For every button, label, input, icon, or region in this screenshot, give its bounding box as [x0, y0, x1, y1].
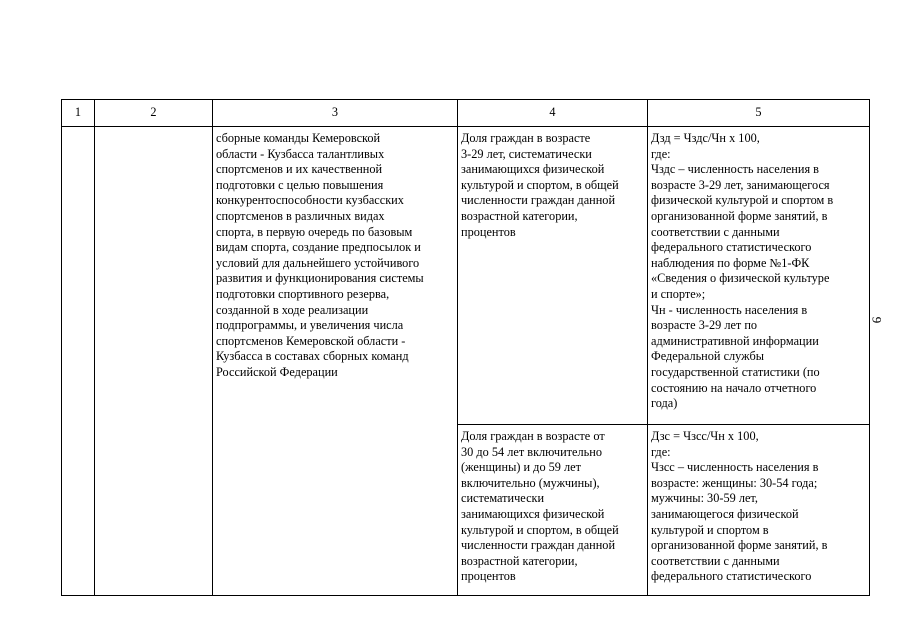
table-cell [213, 127, 458, 596]
table-cell [458, 127, 648, 425]
column-header: 4 [458, 100, 648, 127]
column-header: 2 [95, 100, 213, 127]
column-header: 5 [648, 100, 870, 127]
column-header: 1 [62, 100, 95, 127]
goal-text: сборные команды Кемеровской области - Кузбасса талантливых спортсменов и их качественной подготовки с целью повышения конкурентоспособности кузбасских спортсменов в различных видах спорта, в первую очередь по базовым видам спорта, создание предпосылок и условий для дальнейшего устойчивого развития и функционирования системы подготовки спортивного резерва, созданной в ходе реализации подпрограммы, и увеличения числа спортсменов Кемеровской области - Кузбасса в составах сборных команд Российской Федерации [216, 131, 424, 379]
table-cell [648, 425, 870, 596]
column-header: 3 [213, 100, 458, 127]
indicator-name: Доля граждан в возрасте 3-29 лет, систематически занимающихся физической культурой и спортом, в общей численности граждан данной возрастной категории, процентов [461, 131, 619, 239]
table-header-row [62, 100, 870, 127]
table-cell [458, 425, 648, 596]
table-row [62, 127, 870, 425]
indicator-formula: Дзд = Чздс/Чн x 100, где: Чздс – численность населения в возрасте 3-29 лет, занимающегося физической культурой и спортом в организованной форме занятий, в соответствии с данными федерального статистического наблюдения по форме №1-ФК «Сведения о физической культуре и спорте»; Чн - численность населения в возрасте 3-29 лет по административной информации Федеральной службы государственной статистики (по состоянию на начало отчетного года) [651, 131, 834, 411]
page-number: 9 [869, 316, 885, 324]
table-cell [648, 127, 870, 425]
indicator-formula: Дзс = Чзсс/Чн x 100, где: Чзсс – численность населения в возрасте: женщины: 30-54 года; мужчины: 30-59 лет, занимающегося физической культурой и спортом в организованной форме занятий, в соответствии с данными федерального статистического [651, 429, 828, 584]
table-cell [62, 127, 95, 596]
indicator-name: Доля граждан в возрасте от 30 до 54 лет включительно (женщины) и до 59 лет включительно (мужчины), систематически занимающихся физической культурой и спортом, в общей численности граждан данной возрастной категории, процентов [461, 429, 619, 584]
indicator-table [61, 99, 870, 596]
table-cell [95, 127, 213, 596]
